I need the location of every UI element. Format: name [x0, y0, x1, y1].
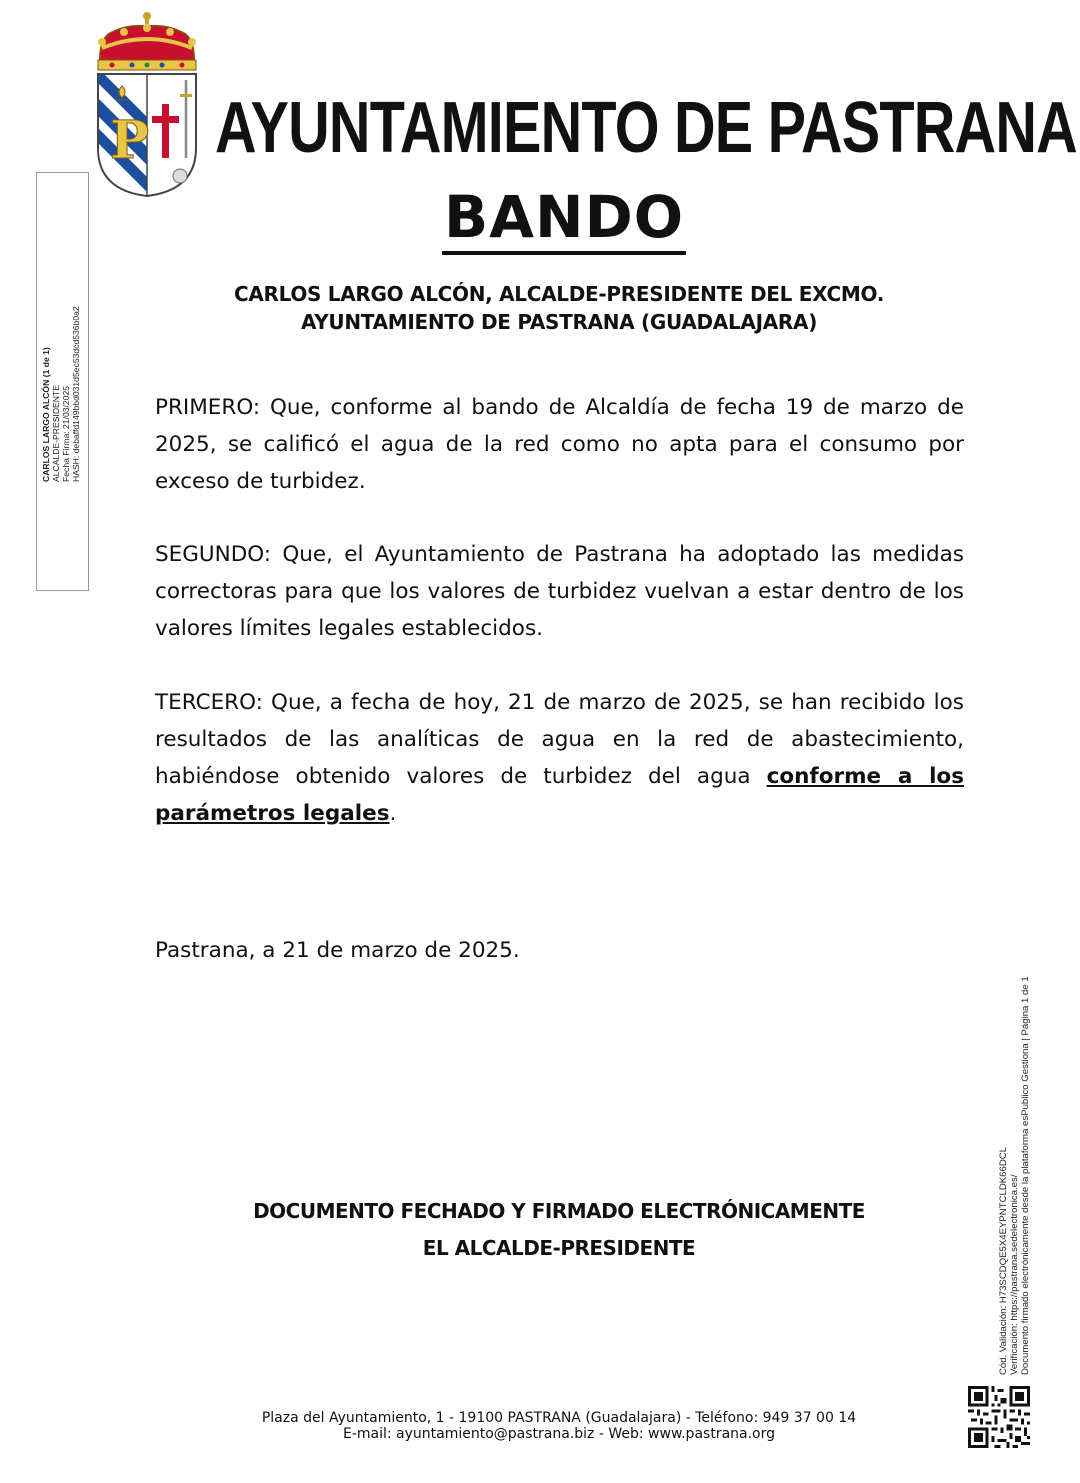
mayor-heading: [150, 280, 968, 336]
mayor-heading-line2: AYUNTAMIENTO DE PASTRANA (GUADALAJARA): [300, 310, 818, 334]
document-type-heading: [0, 182, 1080, 252]
stamp-hash: HASH: debaffd149bbd031d5ec53dcd536b0a2: [71, 306, 81, 482]
qr-code-icon: [968, 1386, 1030, 1448]
stamp-date: Fecha Firma: 21/03/2025: [61, 385, 71, 482]
closing-line1: DOCUMENTO FECHADO Y FIRMADO ELECTRÓNICAMENTE: [253, 1199, 865, 1223]
paragraph-primero: PRIMERO: Que, conforme al bando de Alcaldía de fecha 19 de marzo de 2025, se calificó el agua de la red como no apta para el consumo por exceso de turbidez.: [155, 395, 964, 494]
svg-text:P: P: [110, 110, 150, 171]
place-date: Pastrana, a 21 de marzo de 2025.: [155, 938, 520, 963]
verification-url: Verificación: https://pastrana.sedelectronica.es/: [1009, 1174, 1020, 1375]
footer-contact: [150, 1410, 968, 1442]
tercero-emphasis: conforme a los parámetros legales: [155, 764, 965, 826]
verification-platform: Documento firmado electrónicamente desde la plataforma esPublico Gestiona | Página 1 de 1: [1020, 976, 1031, 1375]
footer-email-web: E-mail: ayuntamiento@pastrana.biz - Web: www.pastrana.org: [342, 1426, 776, 1442]
tercero-text: TERCERO: Que, a fecha de hoy, 21 de marzo de 2025, se han recibido los resultados de las analíticas de agua en la red de abastecimiento, habiéndose obtenido valores de turbidez del agua: [155, 690, 964, 789]
stamp-role: ALCALDE-PRESIDENTE: [51, 385, 61, 482]
closing-block: [150, 1193, 968, 1267]
document-type-text: BANDO: [442, 183, 686, 255]
tercero-end: .: [389, 801, 397, 826]
coat-of-arms-logo: [88, 8, 206, 200]
institution-title: AYUNTAMIENTO DE PASTRANA: [215, 88, 1077, 168]
verification-text: [998, 976, 1031, 1375]
footer-address: Plaza del Ayuntamiento, 1 - 19100 PASTRANA (Guadalajara) - Teléfono: 949 37 00 14: [261, 1410, 857, 1426]
stamp-signer: CARLOS LARGO ALCÓN (1 de 1): [41, 347, 51, 482]
paragraph-tercero: [155, 684, 964, 832]
signature-stamp-text: [41, 306, 81, 482]
closing-line2: EL ALCALDE-PRESIDENTE: [422, 1236, 696, 1260]
paragraph-segundo: SEGUNDO: Que, el Ayuntamiento de Pastrana ha adoptado las medidas correctoras para que los valores de turbidez vuelvan a estar dentro de los valores límites legales establecidos.: [155, 542, 964, 641]
verification-code: Cód. Validación: H73SCDQE5X4EYPNTCLDK66DCL: [998, 1146, 1009, 1375]
mayor-heading-line1: CARLOS LARGO ALCÓN, ALCALDE-PRESIDENTE DEL EXCMO.: [233, 282, 885, 306]
